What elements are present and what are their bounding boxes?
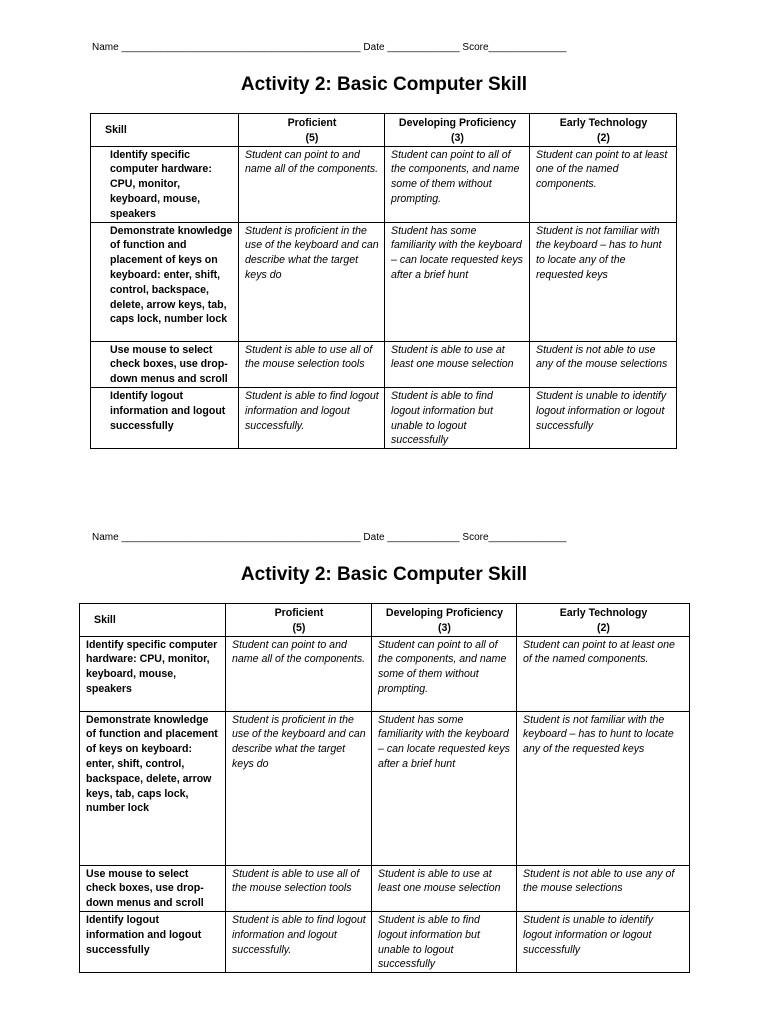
developing-cell: Student has some familiarity with the keyboard – can locate requested keys after a brief hunt [372,711,517,865]
score-label: Score [462,42,489,53]
proficient-cell: Student can point to and name all of the components. [226,636,372,711]
date-label: Date [363,42,385,53]
name-date-score-line [92,532,566,543]
page-title: Activity 2: Basic Computer Skill [240,564,528,585]
rubric-table [90,113,677,449]
page-title: Activity 2: Basic Computer Skill [240,74,528,95]
table-header-row [91,114,677,147]
name-label: Name [92,532,119,543]
developing-cell: Student can point to all of the components, and name some of them without prompting. [372,636,517,711]
early-cell: Student is not familiar with the keyboard – has to hunt to locate any of the requested keys [530,222,677,341]
developing-cell: Student is able to use at least one mouse selection [372,865,517,911]
table-row [80,711,690,865]
table-row [80,911,690,972]
developing-cell: Student is able to find logout information but unable to logout successfully [385,387,530,448]
table-header-row [80,604,690,637]
developing-cell: Student can point to all of the components, and name some of them without prompting. [385,146,530,222]
column-header-early: Early Technology (2) [530,114,677,147]
early-cell: Student is unable to identify logout information or logout successfully [517,911,690,972]
score-label: Score [462,532,489,543]
column-header-developing: Developing Proficiency (3) [372,604,517,637]
name-blank: ___________________________________________ [121,532,361,543]
early-cell: Student can point to at least one of the named components. [530,146,677,222]
early-cell: Student is not able to use any of the mouse selections [517,865,690,911]
column-header-early: Early Technology (2) [517,604,690,637]
early-cell: Student is unable to identify logout information or logout successfully [530,387,677,448]
name-label: Name [92,42,119,53]
early-cell: Student is not able to use any of the mouse selections [530,341,677,387]
table-row [91,341,677,387]
column-header-skill: Skill [91,114,239,147]
name-blank: ___________________________________________ [121,42,361,53]
table-row [91,387,677,448]
date-label: Date [363,532,385,543]
proficient-cell: Student is able to use all of the mouse selection tools [226,865,372,911]
proficient-cell: Student is proficient in the use of the keyboard and can describe what the target keys do [226,711,372,865]
column-header-developing: Developing Proficiency (3) [385,114,530,147]
skill-cell: Use mouse to select check boxes, use drop-down menus and scroll [91,341,239,387]
column-header-proficient: Proficient (5) [239,114,385,147]
skill-cell: Identify logout information and logout successfully [91,387,239,448]
table-row [91,222,677,341]
developing-cell: Student is able to find logout information but unable to logout successfully [372,911,517,972]
score-blank: ______________ [488,42,567,53]
skill-cell: Use mouse to select check boxes, use drop-down menus and scroll [80,865,226,911]
skill-cell: Demonstrate knowledge of function and placement of keys on keyboard: enter, shift, control, backspace, delete, arrow keys, tab, caps lock, number lock [80,711,226,865]
skill-cell: Identify logout information and logout successfully [80,911,226,972]
skill-cell: Identify specific computer hardware: CPU, monitor, keyboard, mouse, speakers [91,146,239,222]
name-date-score-line [92,42,566,53]
score-blank: ______________ [488,532,567,543]
proficient-cell: Student can point to and name all of the components. [239,146,385,222]
table-row [91,146,677,222]
early-cell: Student is not familiar with the keyboard – has to hunt to locate any of the requested keys [517,711,690,865]
date-blank: _____________ [387,42,460,53]
proficient-cell: Student is able to find logout information and logout successfully. [226,911,372,972]
column-header-skill: Skill [80,604,226,637]
proficient-cell: Student is able to find logout information and logout successfully. [239,387,385,448]
proficient-cell: Student is proficient in the use of the keyboard and can describe what the target keys do [239,222,385,341]
developing-cell: Student is able to use at least one mouse selection [385,341,530,387]
table-row [80,636,690,711]
skill-cell: Demonstrate knowledge of function and placement of keys on keyboard: enter, shift, control, backspace, delete, arrow keys, tab, caps lock, number lock [91,222,239,341]
proficient-cell: Student is able to use all of the mouse selection tools [239,341,385,387]
early-cell: Student can point to at least one of the named components. [517,636,690,711]
rubric-table [79,603,690,973]
date-blank: _____________ [387,532,460,543]
table-row [80,865,690,911]
developing-cell: Student has some familiarity with the keyboard – can locate requested keys after a brief hunt [385,222,530,341]
column-header-proficient: Proficient (5) [226,604,372,637]
skill-cell: Identify specific computer hardware: CPU, monitor, keyboard, mouse, speakers [80,636,226,711]
